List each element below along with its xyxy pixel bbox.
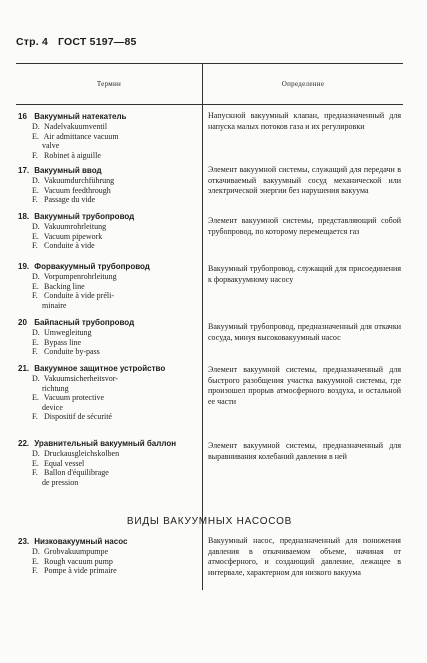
term-entry-17 <box>18 166 200 205</box>
page-header <box>16 36 137 48</box>
translation-fr: F. Ballon d'équilibrage <box>32 468 109 478</box>
translation-en: E. Rough vacuum pump <box>32 556 113 566</box>
translation-fr: F. Conduite à vide préli- <box>32 291 114 301</box>
term-title: 22. Уравнительный вакуумный баллон <box>18 439 177 448</box>
term-entry-21 <box>18 364 200 422</box>
definition-22: Элемент вакуумной системы, предназначенный для выравнивания колебаний давления в ней <box>208 441 401 461</box>
translation-en: E. Vacuum protective <box>32 393 105 403</box>
translation-fr: F. Passage du vide <box>32 195 96 205</box>
section-heading: ВИДЫ ВАКУУМНЫХ НАСОСОВ <box>126 516 293 527</box>
page-number: Стр. 4 <box>16 36 49 48</box>
translation-continuation: de pression <box>42 477 79 487</box>
definition-23: Вакуумный насос, предназначенный для понижения давления в откачиваемом объеме, начиная от атмосферного, и создающий давление, лежащее в интервале, характерном для низкого вакуума <box>208 536 401 577</box>
translation-de: D. Nadelvakuumventil <box>32 122 108 131</box>
term-title: 18. Вакуумный трубопровод <box>18 212 135 221</box>
definition-column-header <box>203 64 403 104</box>
term-title: 23. Низковакуумный насос <box>18 537 128 546</box>
translation-fr: F. Dispositif de sécurité <box>32 412 112 422</box>
translation-de: D. Vorpumpenrohrleitung <box>32 272 117 281</box>
translation-fr: F. Robinet à aiguille <box>32 150 101 160</box>
term-title: 20 Байпасный трубопровод <box>18 318 135 327</box>
term-entry-23 <box>18 537 200 576</box>
translation-de: D. Druckausgleichskolben <box>32 449 120 458</box>
term-entry-20 <box>18 318 200 357</box>
term-title: 16 Вакуумный натекатель <box>18 112 127 121</box>
translation-en: E. Vacuum pipework <box>32 231 103 241</box>
translation-de: D. Vakuumsicherheitsvor- <box>32 374 118 383</box>
translation-de: D. Umwegleitung <box>32 328 92 337</box>
term-title: 19. Форвакуумный трубопровод <box>18 262 150 271</box>
table-header <box>16 63 403 105</box>
definition-16: Напускной вакуумный клапан, предназначенный для напуска малых потоков газа и их регулировки <box>208 111 401 131</box>
term-entry-22 <box>18 439 200 487</box>
definition-column-label: Определение <box>281 80 325 88</box>
term-entry-18 <box>18 212 200 251</box>
translation-en: E. Equal vessel <box>32 458 85 468</box>
translation-fr: F. Conduite à vide <box>32 241 95 251</box>
translation-fr: F. Conduite by-pass <box>32 347 100 357</box>
translation-continuation: richtung <box>42 383 69 393</box>
translation-de: D. Grobvakuumpumpe <box>32 547 108 556</box>
term-column-label: Термин <box>96 80 122 88</box>
standard-code: ГОСТ 5197—85 <box>58 36 137 48</box>
translation-fr: F. Pompe à vide primaire <box>32 566 117 576</box>
definition-20: Вакуумный трубопровод, предназначенный для откачки сосуда, минуя высоковакуумный насос <box>208 322 401 342</box>
term-title: 21. Вакуумное защитное устройство <box>18 364 166 373</box>
term-entry-16 <box>18 112 200 160</box>
translation-de: D. Vakuumrohrleitung <box>32 222 107 231</box>
translation-continuation: minaire <box>42 300 67 310</box>
term-column-header <box>16 64 203 104</box>
translation-de: D. Vakuumdurchführung <box>32 176 115 185</box>
term-title: 17. Вакуумный ввод <box>18 166 102 175</box>
definition-17: Элемент вакуумной системы, служащий для передачи в откачиваемый вакуумный сосуд механической или электрической энергии без нарушения вакуума <box>208 165 401 195</box>
definition-18: Элемент вакуумной системы, представляющий собой трубопровод, по которому перемещается газ <box>208 216 401 236</box>
term-entry-19 <box>18 262 200 310</box>
translation-continuation: device <box>42 402 63 412</box>
translation-continuation: valve <box>42 141 60 151</box>
translation-en: E. Air admittance vacuum <box>32 131 119 141</box>
translation-en: E. Vacuum feedthrough <box>32 185 111 195</box>
translation-en: E. Backing line <box>32 281 85 291</box>
definition-21: Элемент вакуумной системы, предназначенный для быстрого разобщения участка вакуумной системы, где произошел прорыв атмосферного воздуха, и остальной ее части <box>208 365 401 406</box>
definition-19: Вакуумный трубопровод, служащий для присоединения к форвакуумному насосу <box>208 264 401 284</box>
translation-en: E. Bypass line <box>32 337 82 347</box>
